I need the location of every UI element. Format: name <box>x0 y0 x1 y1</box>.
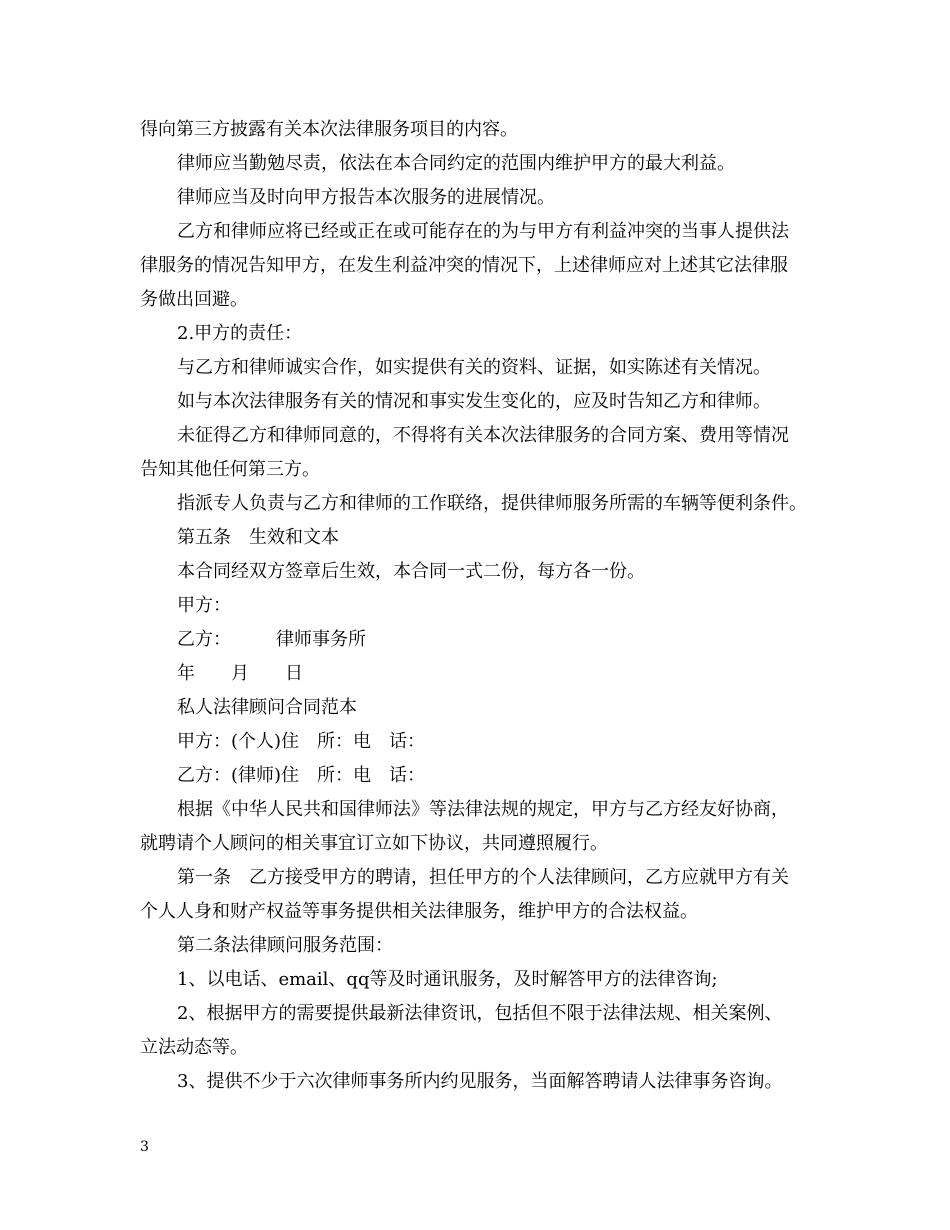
text-line: 告知其他任何第三方。 <box>140 459 320 480</box>
text-line: 指派专人负责与乙方和律师的工作联络，提供律师服务所需的车辆等便利条件。 <box>177 493 807 514</box>
page-number: 3 <box>140 1139 149 1155</box>
text-line: 律服务的情况告知甲方，在发生利益冲突的情况下，上述律师应对上述其它法律服 <box>140 255 788 276</box>
party-line: 甲方：(个人)住 所：电 话： <box>177 731 426 752</box>
text-line: 得向第三方披露有关本次法律服务项目的内容。 <box>140 119 518 140</box>
signature-line: 乙方： 律师事务所 <box>177 629 366 650</box>
text-line: 律师应当勤勉尽责，依法在本合同约定的范围内维护甲方的最大利益。 <box>177 153 735 174</box>
text-line: 立法动态等。 <box>140 1037 248 1058</box>
section-heading: 第二条法律顾问服务范围： <box>177 935 393 956</box>
text-line: 未征得乙方和律师同意的，不得将有关本次法律服务的合同方案、费用等情况 <box>177 425 789 446</box>
section-heading: 第五条 生效和文本 <box>177 527 339 548</box>
signature-line: 甲方： <box>177 595 231 616</box>
contract-title: 私人法律顾问合同范本 <box>177 697 357 718</box>
date-line: 年 月 日 <box>177 663 303 684</box>
text-line: 本合同经双方签章后生效，本合同一式二份，每方各一份。 <box>177 561 645 582</box>
list-item: 3、提供不少于六次律师事务所内约见服务，当面解答聘请人法律事务咨询。 <box>177 1071 783 1092</box>
text-line: 个人人身和财产权益等事务提供相关法律服务，维护甲方的合法权益。 <box>140 901 698 922</box>
section-heading: 2.甲方的责任： <box>177 323 303 344</box>
list-item: 2、根据甲方的需要提供最新法律资讯，包括但不限于法律法规、相关案例、 <box>177 1003 783 1024</box>
text-line: 如与本次法律服务有关的情况和事实发生变化的，应及时告知乙方和律师。 <box>177 391 771 412</box>
party-line: 乙方：(律师)住 所：电 话： <box>177 765 426 786</box>
text-line: 务做出回避。 <box>140 289 248 310</box>
text-line: 根据《中华人民共和国律师法》等法律法规的规定，甲方与乙方经友好协商， <box>177 799 789 820</box>
text-line: 第一条 乙方接受甲方的聘请，担任甲方的个人法律顾问，乙方应就甲方有关 <box>177 867 789 888</box>
text-line: 乙方和律师应将已经或正在或可能存在的为与甲方有利益冲突的当事人提供法 <box>177 221 789 242</box>
text-line: 与乙方和律师诚实合作，如实提供有关的资料、证据，如实陈述有关情况。 <box>177 357 771 378</box>
text-line: 就聘请个人顾问的相关事宜订立如下协议，共同遵照履行。 <box>140 833 608 854</box>
text-line: 律师应当及时向甲方报告本次服务的进展情况。 <box>177 187 555 208</box>
list-item: 1、以电话、email、qq等及时通讯服务，及时解答甲方的法律咨询; <box>177 969 718 990</box>
